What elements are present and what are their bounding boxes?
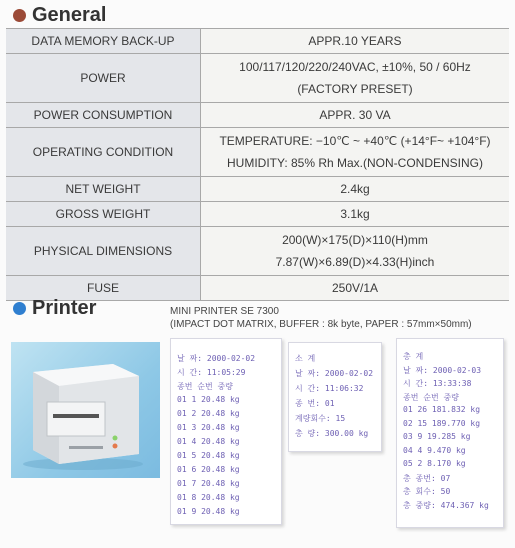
receipt-line: 05 2 8.170 kg [403, 459, 466, 468]
receipt-line: 01 7 20.48 kg [177, 479, 240, 488]
spec-label: POWER CONSUMPTION [6, 103, 201, 128]
receipt-line: 종번 순번 중량 [177, 382, 234, 391]
receipt-line: 시 간: 11:06:32 [295, 384, 364, 393]
spec-value [201, 103, 510, 128]
receipt-line: 총 계 [403, 352, 424, 361]
spec-value-line: 200(W)×175(D)×110(H)mm [282, 233, 428, 247]
spec-row [6, 103, 509, 128]
general-bullet-icon [13, 9, 26, 22]
spec-value [201, 276, 510, 301]
receipt-line: 04 4 9.470 kg [403, 445, 466, 455]
spec-value-line: HUMIDITY: 85% Rh Max.(NON-CONDENSING) [226, 156, 484, 170]
printer-section-title: Printer [32, 297, 97, 319]
receipt-line: 01 2 20.48 kg [177, 409, 240, 418]
spec-label: PHYSICAL DIMENSIONS [6, 227, 201, 276]
spec-label: DATA MEMORY BACK-UP [6, 29, 201, 54]
receipt-line: 총 량: 300.00 kg [295, 429, 369, 438]
spec-value [201, 202, 510, 227]
receipt-line: 01 1 20.48 kg [177, 395, 240, 404]
receipt-line: 01 6 20.48 kg [177, 465, 240, 474]
printer-caption [170, 305, 472, 331]
spec-value-line: TEMPERATURE: −10℃ ~ +40℃ (+14°F~ +104°F) [219, 134, 491, 148]
receipt-line: 날 짜: 2000-02-02 [295, 369, 374, 378]
receipt-item-list [170, 338, 282, 525]
receipt-line: 01 9 20.48 kg [177, 507, 240, 516]
receipt-line: 시 간: 13:33:38 [403, 379, 472, 388]
receipt-line: 종 번: 01 [295, 399, 335, 408]
general-spec-table [6, 28, 509, 301]
spec-value-line: 250V/1A [331, 281, 379, 295]
spec-value [201, 227, 510, 276]
spec-row [6, 227, 509, 276]
spec-row [6, 128, 509, 177]
spec-value-line: (FACTORY PRESET) [297, 82, 413, 96]
spec-value [201, 128, 510, 177]
printer-bullet-icon [13, 302, 26, 315]
spec-label: FUSE [6, 276, 201, 301]
receipt-line: 날 짜: 2000-02-02 [177, 354, 256, 363]
spec-value-line: 7.87(W)×6.89(D)×4.33(H)inch [275, 255, 435, 269]
receipt-line: 시 간: 11:05:29 [177, 368, 246, 377]
printer-spec-caption: (IMPACT DOT MATRIX, BUFFER : 8k byte, PAPER : 57mm×50mm) [170, 319, 472, 330]
spec-value-line: 3.1kg [340, 207, 370, 221]
spec-row [6, 54, 509, 103]
receipt-line: 종번 순번 중량 [403, 392, 460, 402]
general-section-title: General [32, 4, 107, 26]
spec-label: OPERATING CONDITION [6, 128, 201, 177]
receipt-line: 03 9 19.285 kg [403, 432, 471, 441]
general-section-header [13, 4, 106, 27]
receipt-line: 계량회수: 15 [295, 414, 346, 423]
spec-value-line: 100/117/120/220/240VAC, ±10%, 50 / 60Hz [239, 60, 471, 74]
receipt-total [396, 338, 504, 528]
spec-row [6, 177, 509, 202]
receipt-line: 총 중량: 474.367 kg [403, 500, 489, 510]
receipt-line: 01 4 20.48 kg [177, 437, 240, 446]
spec-row [6, 202, 509, 227]
spec-value-line: APPR.10 YEARS [308, 34, 402, 48]
receipt-subtotal [288, 342, 382, 452]
receipt-line: 총 회수: 50 [403, 487, 451, 496]
spec-value [201, 29, 510, 54]
receipt-line: 날 짜: 2000-02-03 [403, 365, 482, 375]
spec-value [201, 177, 510, 202]
spec-label: GROSS WEIGHT [6, 202, 201, 227]
spec-label: POWER [6, 54, 201, 103]
spec-value-line: 2.4kg [340, 182, 370, 196]
spec-label: NET WEIGHT [6, 177, 201, 202]
spec-row [6, 29, 509, 54]
receipt-line: 02 15 189.770 kg [403, 418, 481, 428]
spec-value-line: APPR. 30 VA [319, 108, 391, 122]
receipt-line: 01 3 20.48 kg [177, 423, 240, 432]
receipt-line: 총 종번: 07 [403, 473, 451, 483]
receipt-line: 01 26 181.832 kg [403, 405, 481, 414]
printer-section-header [13, 297, 96, 320]
receipt-line: 01 5 20.48 kg [177, 451, 240, 460]
printer-model-caption: MINI PRINTER SE 7300 [170, 306, 279, 317]
receipt-line: 01 8 20.48 kg [177, 493, 240, 502]
printer-photo [11, 342, 160, 478]
spec-value [201, 54, 510, 103]
receipt-line: 소 계 [295, 354, 316, 363]
mini-printer-illustration [11, 342, 160, 478]
